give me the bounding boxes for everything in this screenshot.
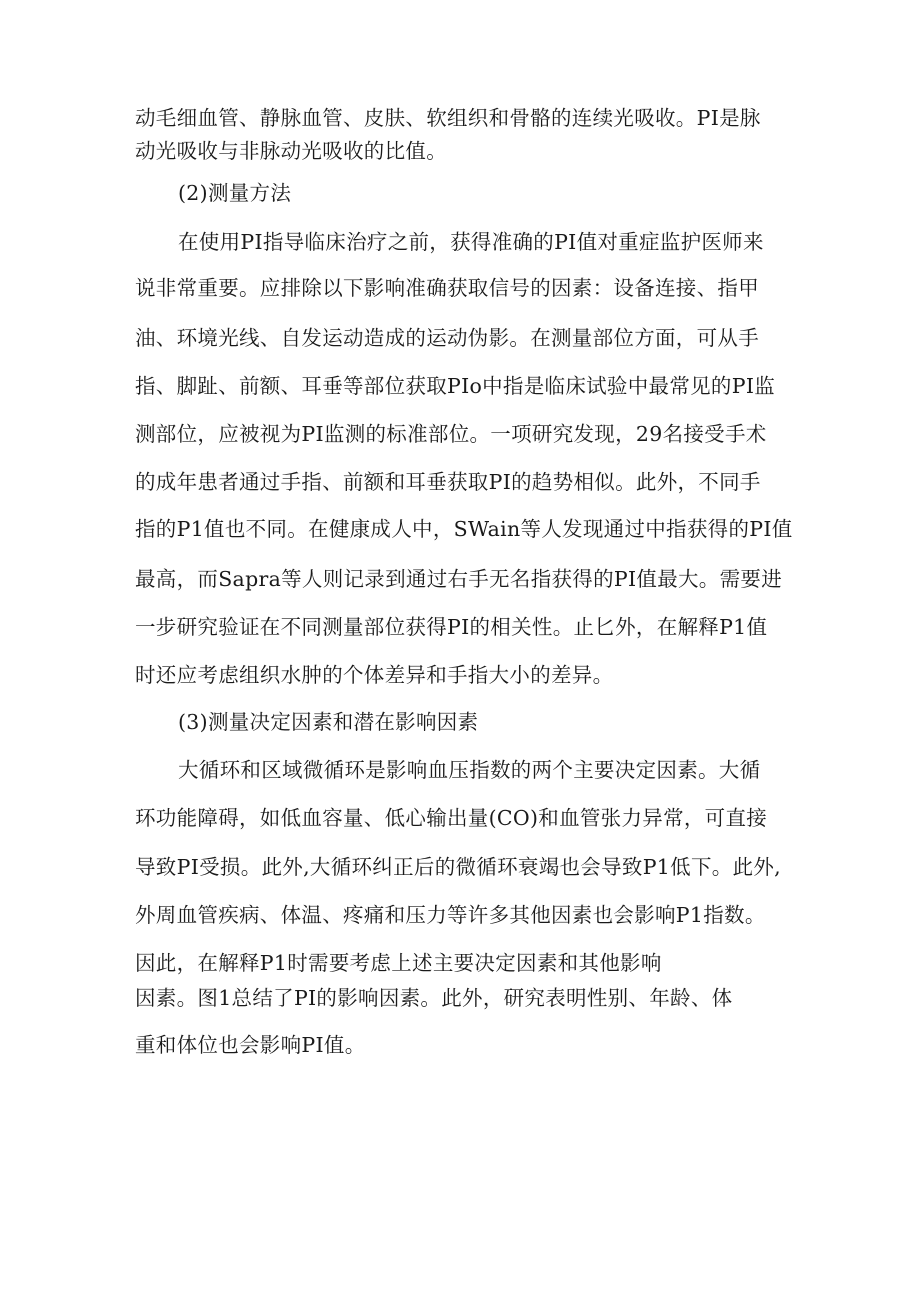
text-line-17: 导致PI受损。此外,大循环纠正后的微循环衰竭也会导致P1低下。此外, — [135, 855, 781, 879]
text-line-21: 重和体位也会影响PI值。 — [135, 1033, 366, 1057]
text-line-7: 指、脚趾、前额、耳垂等部位获取PIo中指是临床试验中最常见的PI监 — [135, 374, 776, 398]
text-line-4: 在使用PI指导临床治疗之前，获得准确的PI值对重症监护医师来 — [178, 230, 764, 254]
text-line-10: 指的P1值也不同。在健康成人中，SWain等人发现通过中指获得的PI值 — [135, 517, 793, 541]
text-line-6: 油、环境光线、自发运动造成的运动伪影。在测量部位方面，可从手 — [135, 326, 759, 350]
text-line-2: 动光吸收与非脉动光吸收的比值。 — [135, 139, 447, 163]
text-line-1: 动毛细血管、静脉血管、皮肤、软组织和骨骼的连续光吸收。PI是脉 — [135, 106, 761, 130]
text-line-5: 说非常重要。应排除以下影响准确获取信号的因素：设备连接、指甲 — [135, 276, 759, 300]
text-line-8: 测部位，应被视为PI监测的标准部位。一项研究发现，29名接受手术 — [135, 422, 767, 446]
text-line-12: 一步研究验证在不同测量部位获得PI的相关性。止匕外，在解释P1值 — [135, 615, 768, 639]
text-line-20: 因素。图1总结了PI的影响因素。此外，研究表明性别、年龄、体 — [135, 986, 733, 1010]
text-line-11: 最高，而Sapra等人则记录到通过右手无名指获得的PI值最大。需要进 — [135, 567, 782, 591]
section-heading-determinants: (3)测量决定因素和潜在影响因素 — [178, 710, 479, 734]
section-heading-measurement-method: (2)测量方法 — [178, 181, 292, 205]
text-line-19: 因此，在解释P1时需要考虑上述主要决定因素和其他影响 — [135, 951, 662, 975]
text-line-16: 环功能障碍，如低血容量、低心输出量(CO)和血管张力异常，可直接 — [135, 806, 768, 830]
text-line-13: 时还应考虑组织水肿的个体差异和手指大小的差异。 — [135, 663, 614, 687]
text-line-15: 大循环和区域微循环是影响血压指数的两个主要决定因素。大循 — [178, 758, 761, 782]
text-line-9: 的成年患者通过手指、前额和耳垂获取PI的趋势相似。此外，不同手 — [135, 470, 761, 494]
text-line-18: 外周血管疾病、体温、疼痛和压力等许多其他因素也会影响P1指数。 — [135, 903, 766, 927]
